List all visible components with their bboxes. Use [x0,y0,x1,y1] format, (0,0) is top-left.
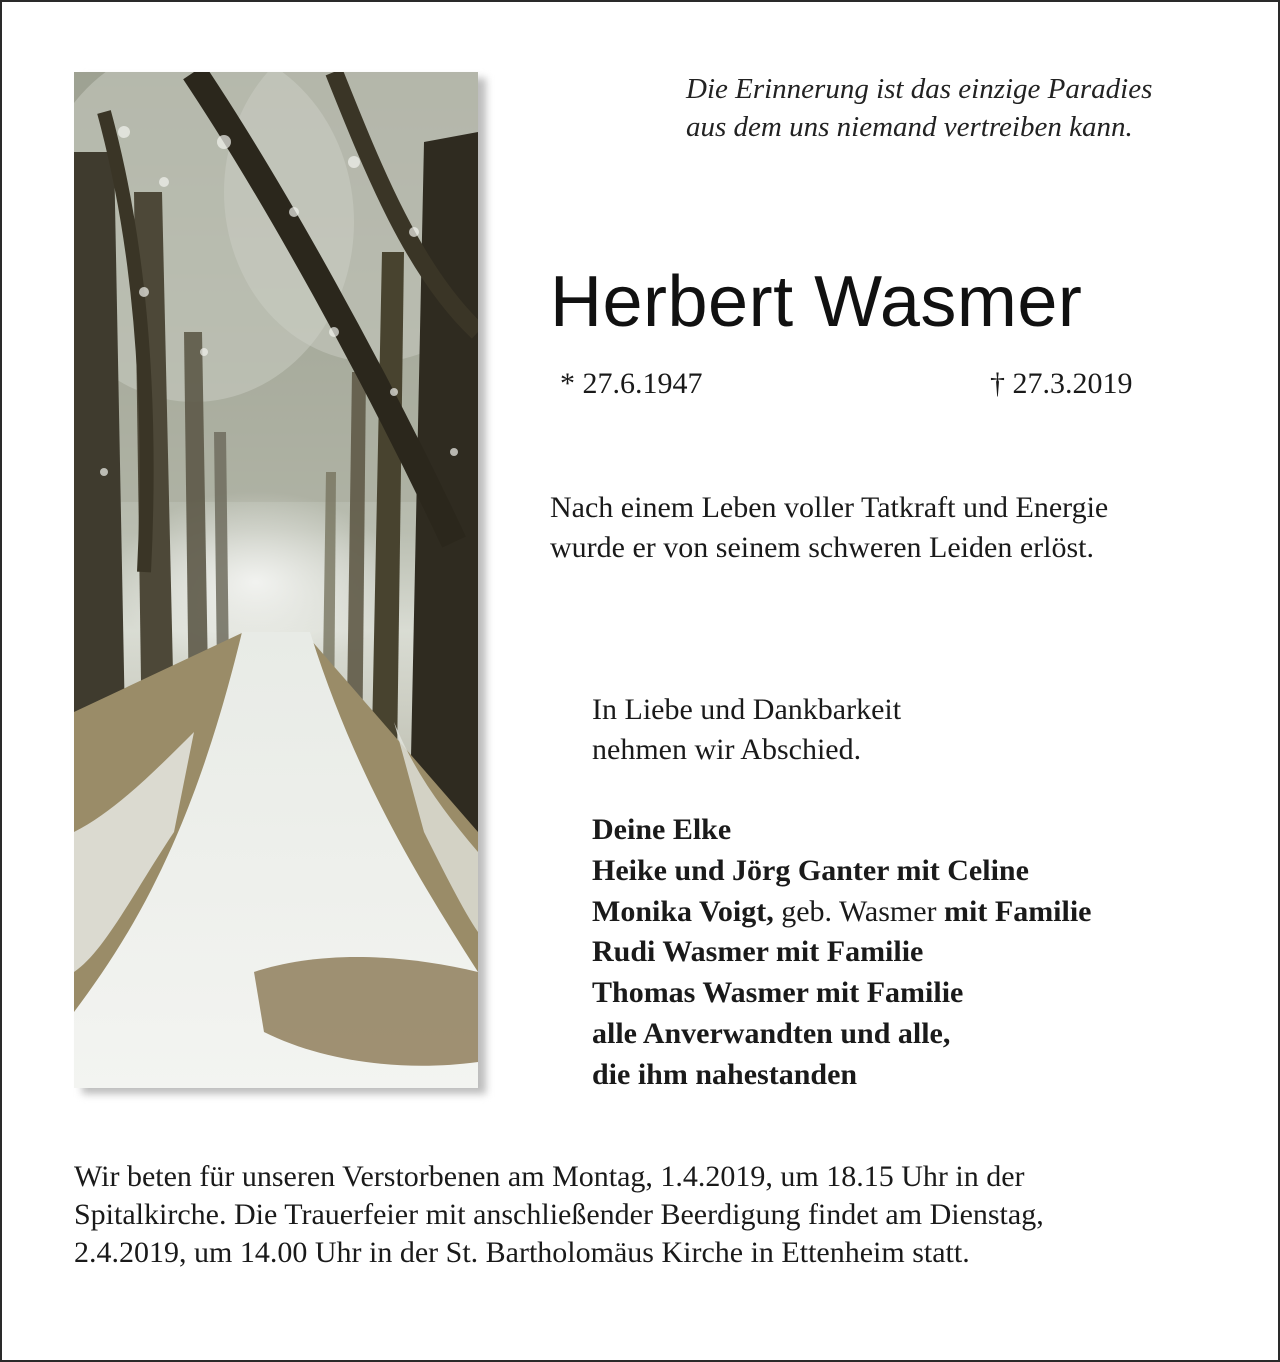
farewell-line-1: In Liebe und Dankbarkeit [592,693,902,726]
mourner-line-4: Rudi Wasmer mit Familie [592,935,924,969]
deceased-name: Herbert Wasmer [550,262,1083,342]
service-line-1: Wir beten für unseren Verstorbenen am Montag, 1.4.2019, um 18.15 Uhr in der [74,1160,1025,1193]
farewell-line-2: nehmen wir Abschied. [592,733,862,766]
service-line-2: Spitalkirche. Die Trauerfeier mit anschließender Beerdigung findet am Dienstag, [74,1198,1044,1231]
mourner-line-2: Heike und Jörg Ganter mit Celine [592,853,1029,887]
mourner-line-5: Thomas Wasmer mit Familie [592,976,964,1010]
quote-line-1: Die Erinnerung ist das einzige Paradies [686,73,1153,105]
life-statement [550,488,1250,568]
service-announcement [74,1158,1254,1272]
service-line-3: 2.4.2019, um 14.00 Uhr in der St. Bartholomäus Kirche in Ettenheim statt. [74,1236,970,1269]
farewell-text [592,690,901,770]
birth-date: * 27.6.1947 [560,367,703,400]
mourner-line-6: alle Anverwandten und alle, [592,1016,951,1050]
epitaph-quote [686,70,1246,146]
winter-tree-alley-image [74,72,478,1088]
mourner-line-3-name: Monika Voigt, [592,894,774,928]
mourner-line-3-maiden: geb. Wasmer [773,894,945,928]
mourner-line-3-family: mit Familie [944,894,1092,928]
life-line-1: Nach einem Leben voller Tatkraft und Energie [550,491,1109,524]
mourner-line-7: die ihm nahestanden [592,1057,858,1091]
mourner-line-1: Deine Elke [592,813,732,846]
winter-tree-alley-icon [74,72,478,1088]
quote-line-2: aus dem uns niemand vertreiben kann. [686,111,1133,143]
death-date: † 27.3.2019 [990,367,1133,400]
mourners-list [592,810,1092,1096]
life-line-2: wurde er von seinem schweren Leiden erlöst. [550,531,1094,564]
mourner-line-3 [592,892,1092,933]
